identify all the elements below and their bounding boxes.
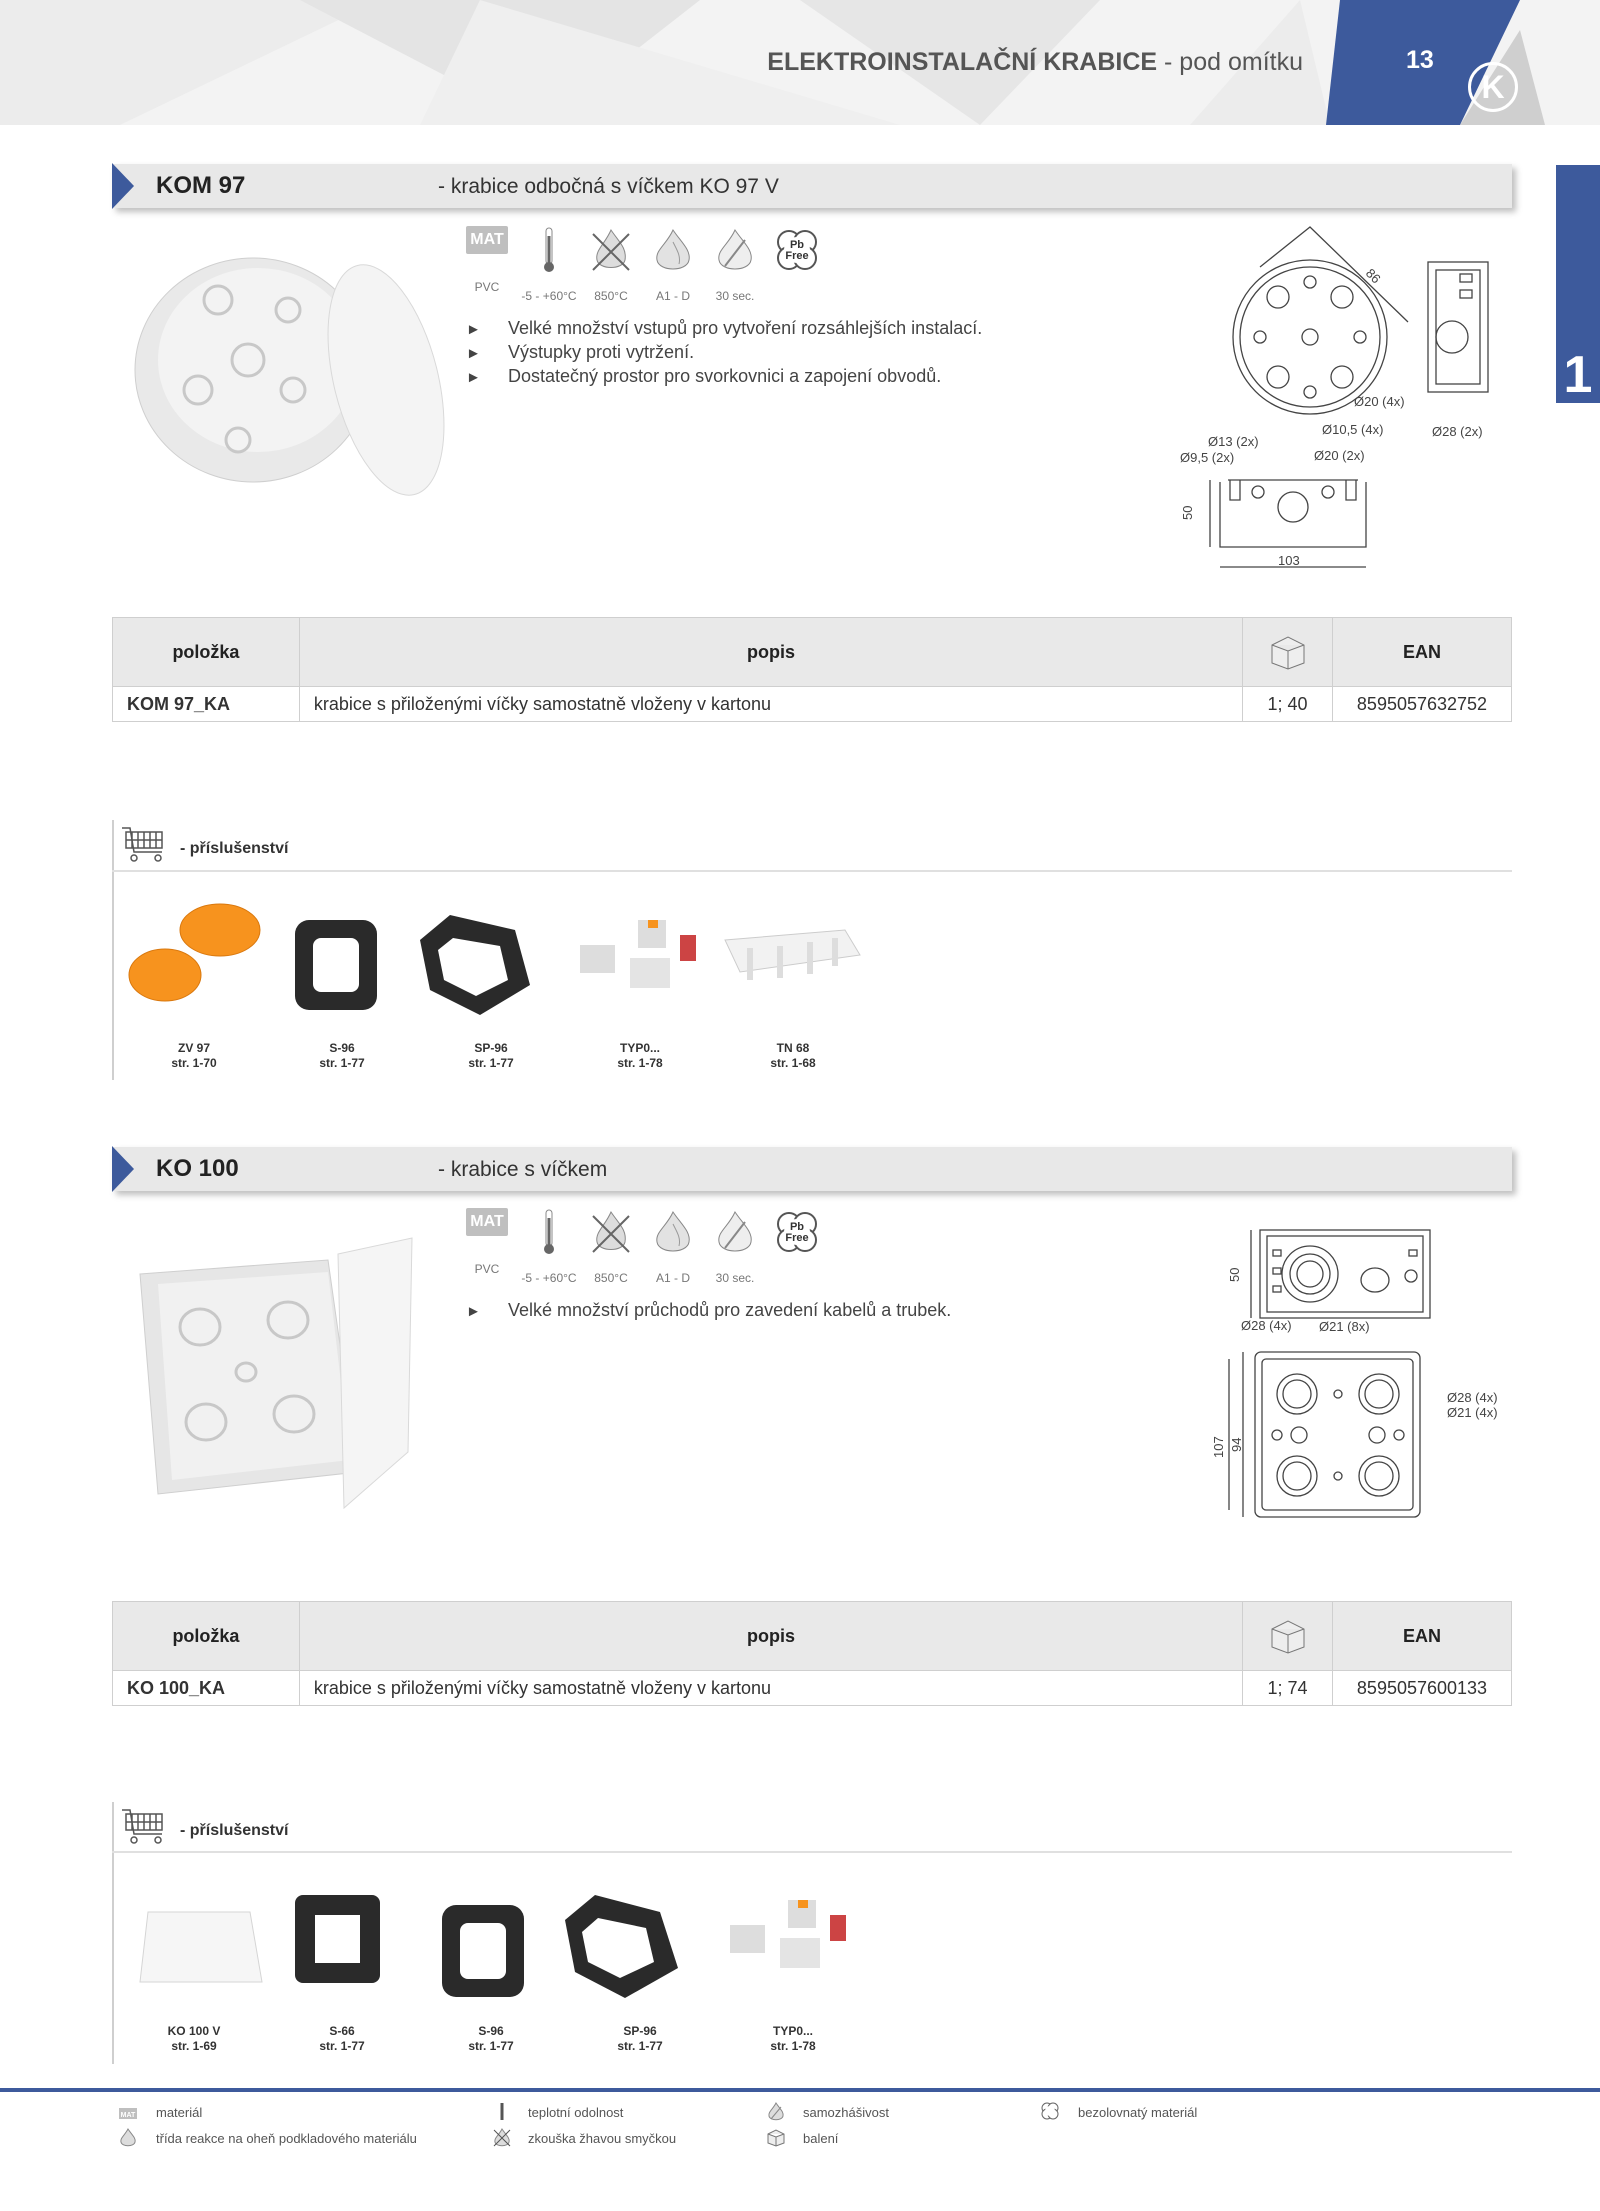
legend-fire-class: třída reakce na oheň podkladového materiálu [156, 2131, 417, 2146]
column-header-package [1243, 1602, 1333, 1671]
box-icon [766, 2128, 786, 2146]
accessory-image-sp96 [420, 915, 530, 1015]
column-header-package [1243, 618, 1333, 687]
legend-package: balení [803, 2131, 839, 2146]
product-description: - krabice s víčkem [438, 1158, 608, 1181]
accessories-rule [112, 870, 1512, 872]
legend-self-extinguish: samozhášivost [803, 2105, 889, 2120]
product-table-ko100 [112, 1601, 1512, 1706]
svg-text:Ø20 (4x): Ø20 (4x) [1354, 394, 1405, 409]
accessory-images-ko100 [120, 1880, 880, 2010]
self-extinguish-icon [713, 226, 757, 274]
accessory-caption: S-96 str. 1-77 [319, 1041, 365, 1070]
flame-icon [651, 1208, 695, 1256]
column-header-item: položka [113, 618, 300, 687]
column-header-desc: popis [299, 618, 1242, 687]
glow-wire-icon [492, 2128, 512, 2146]
column-header-desc: popis [299, 1602, 1242, 1671]
accessory-image-typ0 [730, 1900, 846, 1968]
page-number: 13 [1406, 46, 1434, 74]
product-code: KO 100 [156, 1155, 239, 1182]
feature-item: ► Dostatečný prostor pro svorkovnici a zapojení obvodů. [466, 366, 982, 387]
legend-temperature: teplotní odolnost [528, 2105, 624, 2120]
product-image-ko100 [128, 1232, 428, 1507]
svg-text:MAT: MAT [120, 2112, 136, 2119]
accessory-caption: SP-96 str. 1-77 [617, 2024, 663, 2053]
spec-glow-wire: 850°C [580, 226, 642, 303]
flame-icon [118, 2128, 138, 2146]
column-header-ean: EAN [1333, 618, 1512, 687]
glow-wire-icon [589, 226, 633, 274]
thermometer-icon [492, 2102, 512, 2120]
glow-wire-icon [589, 1208, 633, 1256]
thermometer-icon [539, 226, 559, 274]
column-header-ean: EAN [1333, 1602, 1512, 1671]
mat-icon [118, 2104, 138, 2122]
accessory-caption: S-96 str. 1-77 [468, 2024, 514, 2053]
box-icon [1266, 631, 1310, 669]
svg-text:107: 107 [1211, 1436, 1226, 1458]
svg-text:103: 103 [1278, 553, 1300, 568]
accessory-caption: TYP0... str. 1-78 [770, 2024, 816, 2053]
accessories-divider [112, 1802, 114, 2064]
cart-icon [120, 822, 170, 864]
svg-text:Ø21 (4x): Ø21 (4x) [1447, 1405, 1498, 1420]
spec-pb-free [766, 1208, 828, 1285]
flame-icon [651, 226, 695, 274]
header-title: ELEKTROINSTALAČNÍ KRABICE - pod omítku [767, 48, 1303, 76]
spec-temperature: -5 - +60°C [518, 1208, 580, 1285]
svg-text:Ø20 (2x): Ø20 (2x) [1314, 448, 1365, 463]
self-extinguish-icon [713, 1208, 757, 1256]
pb-free-icon [773, 1208, 821, 1256]
section-band-kom97 [112, 164, 1512, 208]
product-code: KOM 97 [156, 172, 246, 199]
svg-text:Ø28 (4x): Ø28 (4x) [1241, 1318, 1292, 1333]
accessory-image-ko100v [140, 1912, 262, 1982]
chapter-number: 1 [1563, 346, 1593, 404]
accessory-image-s96 [295, 920, 377, 1010]
column-header-item: položka [113, 1602, 300, 1671]
accessories-title: - příslušenství [180, 840, 289, 857]
svg-text:94: 94 [1229, 1437, 1244, 1452]
svg-text:Ø28 (2x): Ø28 (2x) [1432, 424, 1483, 439]
spec-fire-class: A1 - D [642, 226, 704, 303]
spec-glow-wire: 850°C [580, 1208, 642, 1285]
table-row: KO 100_KA krabice s přiloženými víčky samostatně vloženy v kartonu 1; 74 8595057600133 [113, 1671, 1512, 1706]
spec-icons [456, 1208, 828, 1285]
svg-text:Free: Free [785, 250, 809, 262]
accessory-images-kom97 [120, 900, 880, 1030]
accessory-image-tn68 [725, 930, 860, 980]
spec-material: MAT PVC [456, 1208, 518, 1285]
section-band-ko100 [112, 1147, 1512, 1191]
accessory-image-zv97 [129, 904, 260, 1001]
box-icon [1266, 1615, 1310, 1653]
accessories-rule [112, 1851, 1512, 1853]
spec-pb-free [766, 226, 828, 303]
self-extinguish-icon [766, 2102, 786, 2120]
pb-free-icon [773, 226, 821, 274]
svg-text:Ø9,5 (2x): Ø9,5 (2x) [1180, 450, 1235, 465]
svg-text:86: 86 [1362, 265, 1384, 287]
accessories-divider [112, 820, 114, 1080]
svg-text:50: 50 [1227, 1267, 1242, 1282]
spec-material: MAT PVC [456, 226, 518, 303]
feature-item: ► Velké množství průchodů pro zavedení kabelů a trubek. [466, 1300, 951, 1321]
product-description: - krabice odbočná s víčkem KO 97 V [438, 175, 779, 198]
accessory-image-s66 [295, 1895, 380, 1983]
legend-material: materiál [156, 2105, 203, 2120]
band-arrow [112, 1146, 134, 1192]
svg-text:Ø13 (2x): Ø13 (2x) [1208, 434, 1259, 449]
svg-text:Ø10,5 (4x): Ø10,5 (4x) [1322, 422, 1384, 437]
cart-icon [120, 1804, 170, 1846]
accessory-caption: TYP0... str. 1-78 [617, 1041, 663, 1070]
band-arrow [112, 163, 134, 209]
accessory-caption: SP-96 str. 1-77 [468, 1041, 514, 1070]
mat-icon: MAT [466, 1208, 508, 1236]
accessory-caption: S-66 str. 1-77 [319, 2024, 365, 2053]
technical-drawing-kom97 [1170, 222, 1530, 582]
pb-free-icon [1040, 2102, 1060, 2120]
spec-self-extinguish: 30 sec. [704, 226, 766, 303]
feature-list [466, 318, 982, 390]
spec-temperature: -5 - +60°C [518, 226, 580, 303]
legend-glow-wire: zkouška žhavou smyčkou [528, 2131, 677, 2146]
technical-drawing-ko100 [1211, 1220, 1545, 1530]
feature-list [466, 1300, 951, 1324]
spec-fire-class: A1 - D [642, 1208, 704, 1285]
svg-text:Pb: Pb [789, 239, 805, 251]
table-row: KOM 97_KA krabice s přiloženými víčky samostatně vloženy v kartonu 1; 40 8595057632752 [113, 687, 1512, 722]
accessory-caption: KO 100 V str. 1-69 [167, 2024, 221, 2053]
product-image-kom97 [118, 240, 458, 510]
feature-item: ► Výstupky proti vytržení. [466, 342, 982, 363]
accessory-image-sp96 [565, 1895, 678, 1998]
feature-item: ► Velké množství vstupů pro vytvoření rozsáhlejších instalací. [466, 318, 982, 339]
product-table-kom97 [112, 617, 1512, 722]
accessory-caption: ZV 97 str. 1-70 [171, 1041, 217, 1070]
svg-text:Ø21 (8x): Ø21 (8x) [1319, 1319, 1370, 1334]
mat-icon: MAT [466, 226, 508, 254]
spec-icons [456, 226, 828, 303]
legend-pb-free: bezolovnatý materiál [1078, 2105, 1198, 2120]
brand-logo-icon: K [1468, 62, 1518, 112]
accessory-image-typ0 [580, 920, 696, 988]
svg-text:Free: Free [785, 1232, 809, 1244]
thermometer-icon [539, 1208, 559, 1256]
svg-text:50: 50 [1180, 505, 1195, 520]
accessory-image-s96 [442, 1905, 524, 1997]
spec-self-extinguish: 30 sec. [704, 1208, 766, 1285]
footer-rule [0, 2088, 1600, 2092]
svg-text:Ø28 (4x): Ø28 (4x) [1447, 1390, 1498, 1405]
svg-text:Pb: Pb [789, 1221, 805, 1233]
accessories-title: - příslušenství [180, 1822, 289, 1839]
accessory-caption: TN 68 str. 1-68 [770, 1041, 816, 1070]
